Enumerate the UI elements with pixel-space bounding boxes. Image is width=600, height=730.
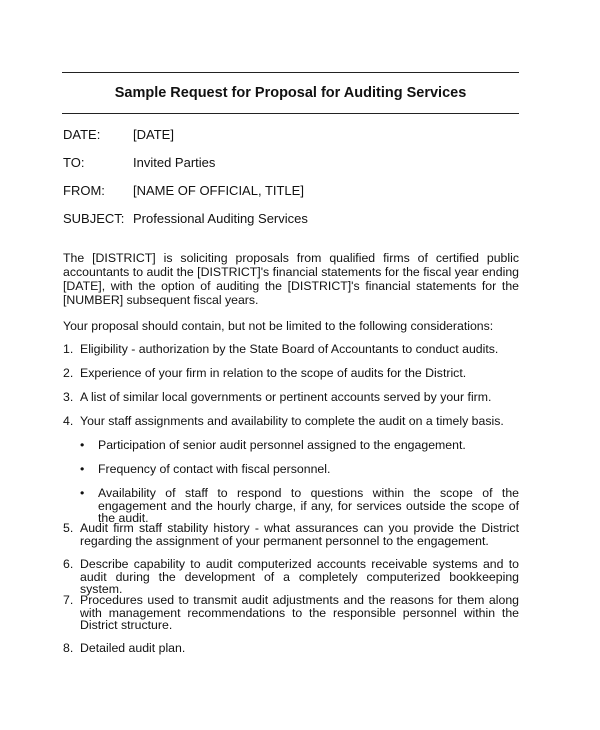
intro-paragraph: The [DISTRICT] is soliciting proposals from qualified firms of certified public accountants to audit the [DISTRICT]'s financial statements for the fiscal year ending [DATE], with the option of auditing the [DISTRICT]'s financial statements for the [NUMBER] subsequent fiscal years. — [63, 251, 519, 307]
bullet-text: Frequency of contact with fiscal personnel. — [98, 462, 331, 476]
header-value: [DATE] — [133, 127, 174, 142]
item-text: Audit firm staff stability history - what assurances can you provide the District regarding the assignment of your permanent personnel to the engagement. — [80, 521, 519, 548]
header-label: SUBJECT: — [63, 211, 125, 226]
header-label: FROM: — [63, 183, 105, 198]
memo-header-date — [63, 127, 513, 143]
item-number: 3. — [63, 390, 74, 404]
item-text: A list of similar local governments or pertinent accounts served by your firm. — [80, 390, 492, 404]
memo-header-from — [63, 183, 513, 199]
list-item — [63, 415, 519, 428]
item-text: Experience of your firm in relation to the scope of audits for the District. — [80, 366, 467, 380]
bullet-text: Participation of senior audit personnel assigned to the engagement. — [98, 438, 466, 452]
list-item — [63, 594, 519, 632]
item-text: Describe capability to audit computerized accounts receivable systems and to audit during the development of a completely computerized bookkeeping system. — [80, 557, 519, 596]
title-bottom-rule — [62, 113, 519, 114]
bullet-icon: • — [80, 486, 85, 500]
header-label: TO: — [63, 155, 85, 170]
header-label: DATE: — [63, 127, 101, 142]
item-number: 1. — [63, 342, 74, 356]
bullet-icon: • — [80, 438, 85, 452]
bullet-item — [80, 463, 519, 476]
item-number: 4. — [63, 414, 74, 428]
list-item — [63, 343, 519, 356]
item-number: 8. — [63, 641, 74, 655]
memo-header-to — [63, 155, 513, 171]
memo-header-subject — [63, 211, 513, 227]
item-text: Procedures used to transmit audit adjustments and the reasons for them along with management recommendations to the responsible personnel within the District structure. — [80, 593, 519, 632]
item-number: 2. — [63, 366, 74, 380]
list-item — [63, 522, 519, 547]
top-rule — [62, 72, 519, 73]
header-value: [NAME OF OFFICIAL, TITLE] — [133, 183, 304, 198]
bullet-icon: • — [80, 462, 85, 476]
header-value: Professional Auditing Services — [133, 211, 308, 226]
list-item — [63, 367, 519, 380]
item-text: Your staff assignments and availability to complete the audit on a timely basis. — [80, 414, 504, 428]
considerations-intro: Your proposal should contain, but not be limited to the following considerations: — [63, 319, 494, 333]
bullet-item — [80, 487, 519, 525]
list-item — [63, 391, 519, 404]
item-text: Eligibility - authorization by the State Board of Accountants to conduct audits. — [80, 342, 499, 356]
item-number: 5. — [63, 521, 74, 535]
bullet-item — [80, 439, 519, 452]
list-item — [63, 642, 519, 655]
item-number: 6. — [63, 557, 74, 571]
bullet-text: Availability of staff to respond to questions within the scope of the engagement and the hourly charge, if any, for services outside the scope of the audit. — [98, 486, 519, 525]
item-text: Detailed audit plan. — [80, 641, 186, 655]
document-title: Sample Request for Proposal for Auditing Services — [114, 85, 467, 101]
header-value: Invited Parties — [133, 155, 216, 170]
list-item — [63, 558, 519, 596]
item-number: 7. — [63, 593, 74, 607]
